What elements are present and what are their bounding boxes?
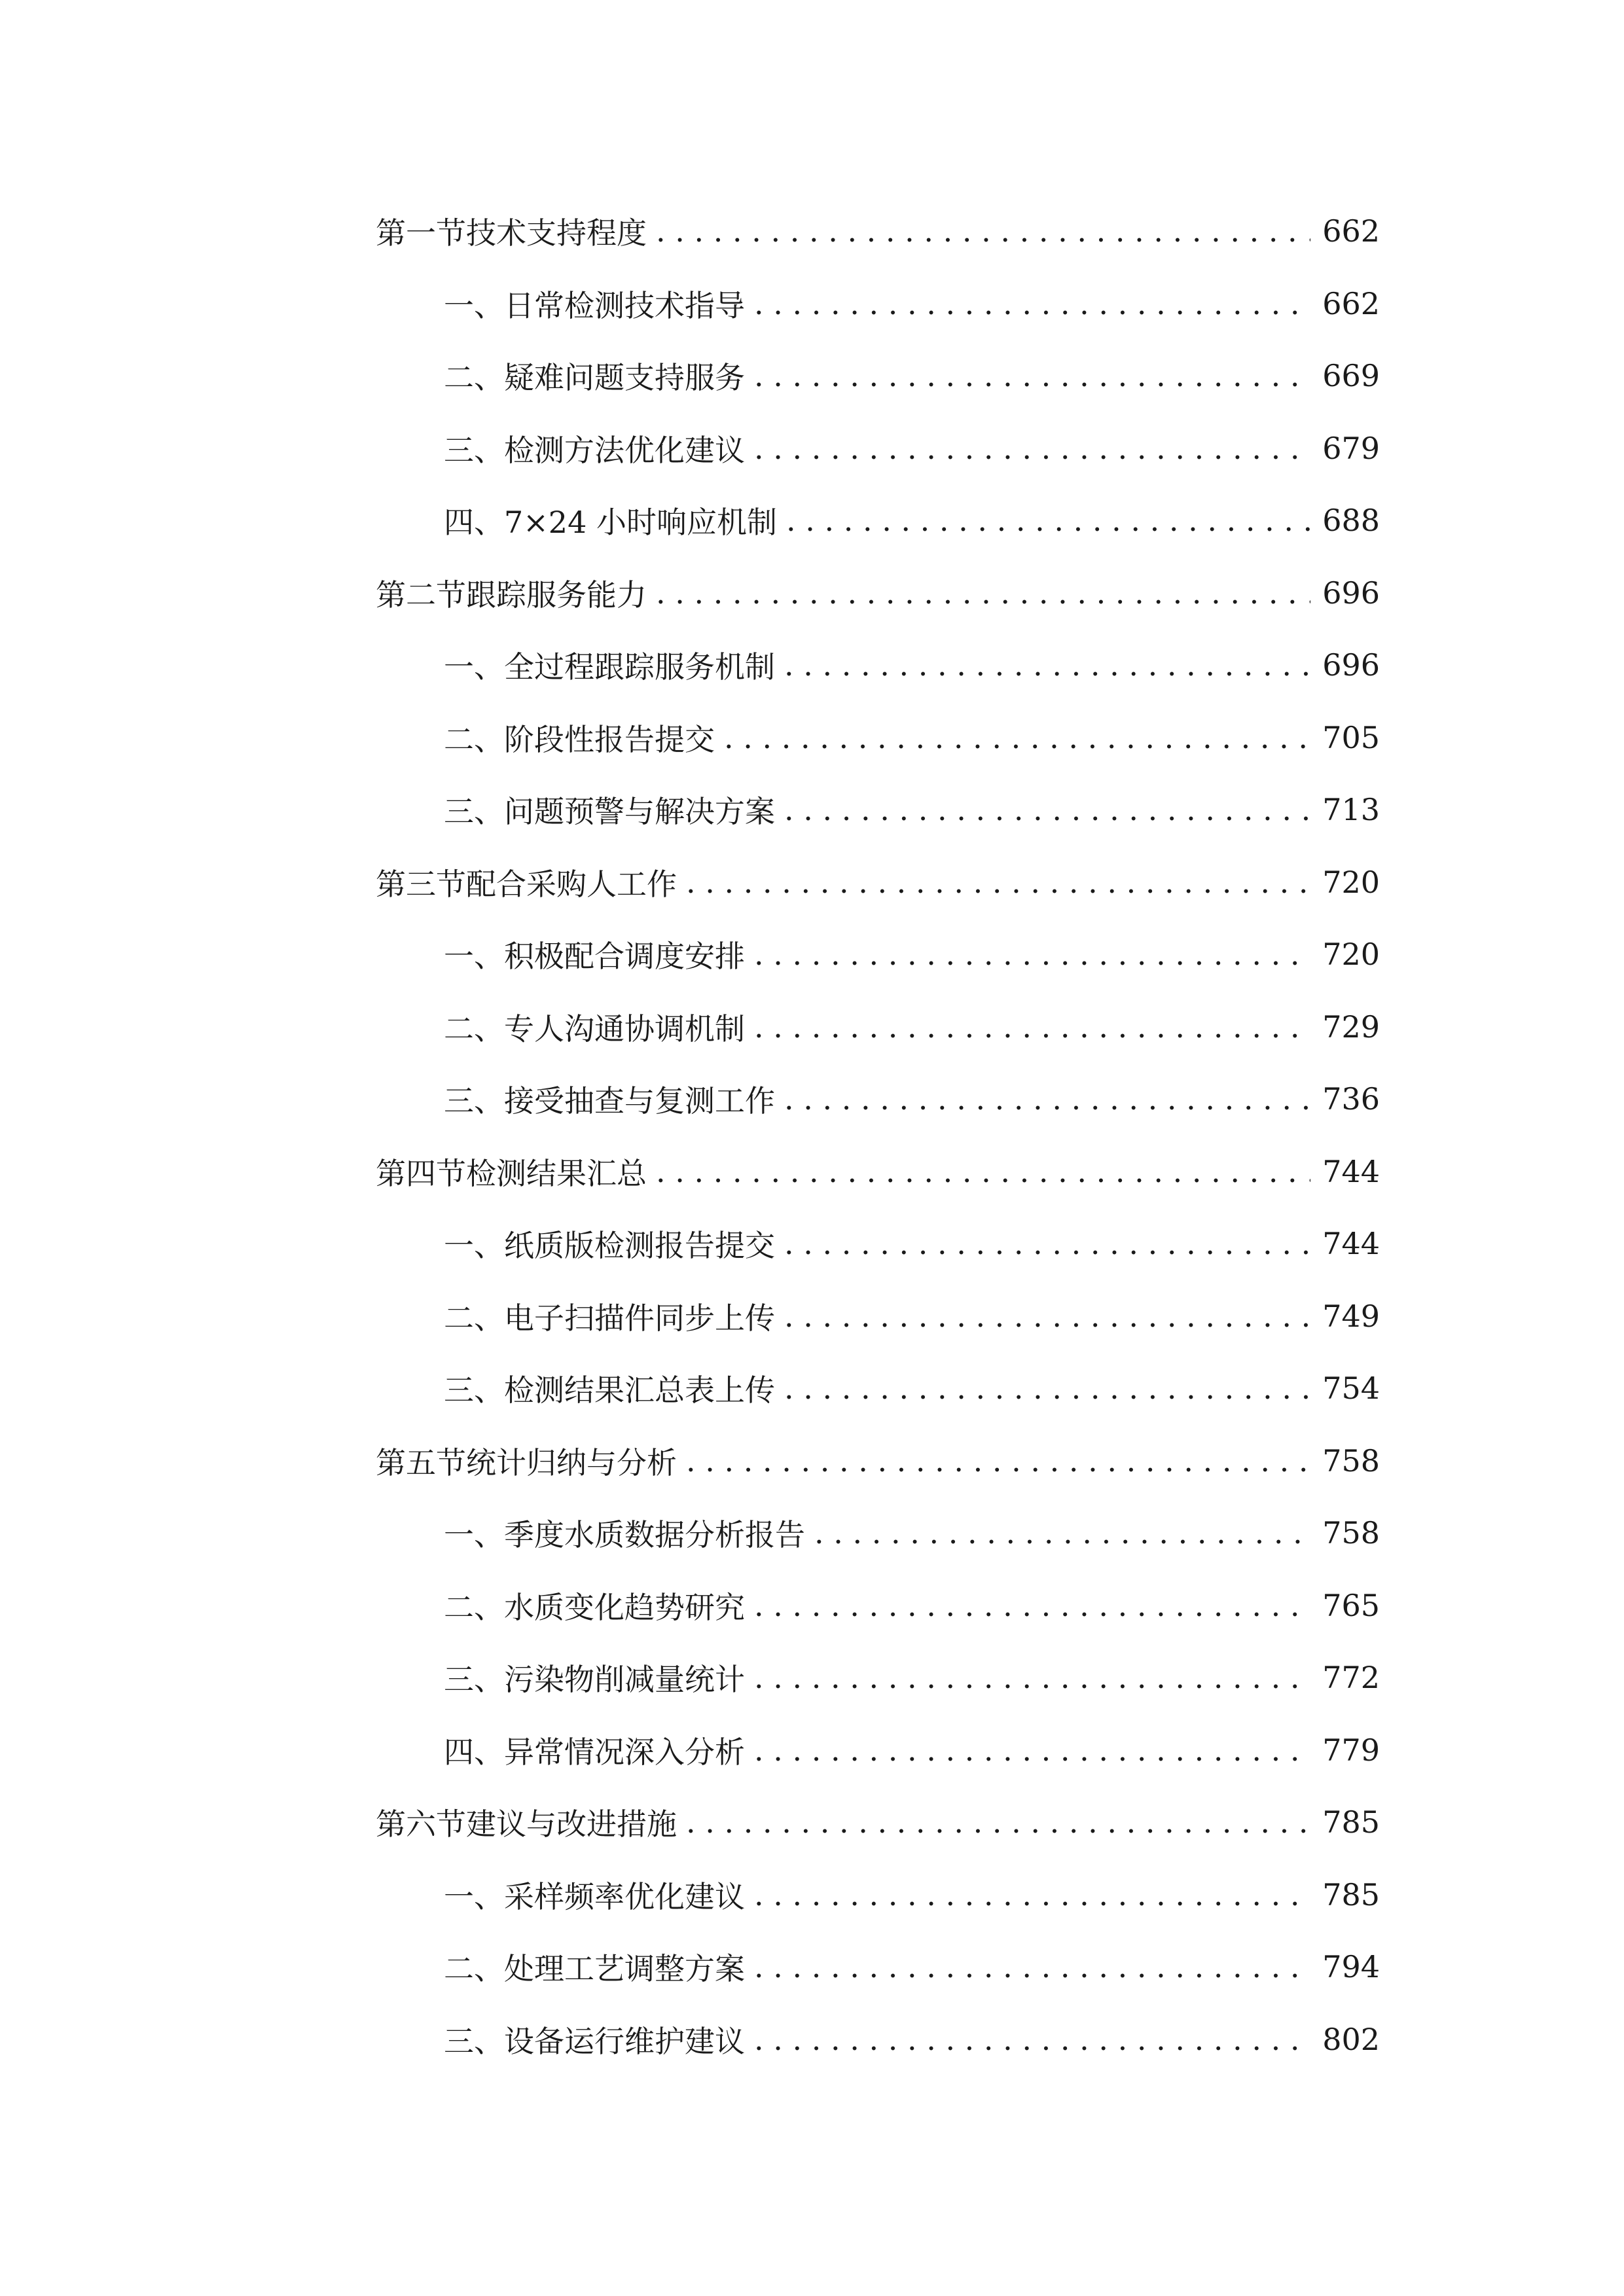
- toc-subsection-row[interactable]: [444, 918, 1380, 990]
- dot-leader: [784, 1299, 1310, 1334]
- toc-section-row[interactable]: [376, 557, 1380, 629]
- toc-subsection-row[interactable]: [444, 268, 1380, 340]
- toc-subsection-row[interactable]: [444, 991, 1380, 1063]
- toc-entry-title: 全过程跟踪服务机制: [504, 649, 775, 685]
- toc-subsection-row[interactable]: [444, 702, 1380, 774]
- dot-leader: [754, 937, 1310, 972]
- toc-entry-number: 三、: [444, 1372, 504, 1408]
- toc-subsection-row[interactable]: [444, 2003, 1380, 2075]
- toc-entry-number: 二、: [444, 1589, 504, 1625]
- toc-entry-title: 电子扫描件同步上传: [504, 1300, 775, 1336]
- toc-subsection-row[interactable]: [444, 1570, 1380, 1641]
- toc-page-number: 662: [1322, 285, 1380, 321]
- dot-leader: [754, 358, 1310, 393]
- toc-entry-number: 第五节: [376, 1444, 466, 1480]
- toc-entry-number: 二、: [444, 1011, 504, 1047]
- toc-entry-title: 季度水质数据分析报告: [504, 1517, 805, 1552]
- toc-page-number: 696: [1322, 647, 1380, 683]
- dot-leader: [754, 2022, 1310, 2057]
- toc-entry-title: 建议与改进措施: [466, 1806, 677, 1842]
- toc-subsection-row[interactable]: [444, 629, 1380, 701]
- toc-entry-number: 三、: [444, 794, 504, 829]
- toc-page-number: 754: [1322, 1371, 1380, 1406]
- toc-subsection-row[interactable]: [444, 340, 1380, 412]
- toc-entry-title: 技术支持程度: [466, 215, 647, 251]
- toc-entry-title: 处理工艺调整方案: [504, 1951, 745, 1986]
- toc-page-number: 802: [1322, 2021, 1380, 2057]
- toc-entry-title: 检测结果汇总: [466, 1155, 647, 1191]
- dot-leader: [754, 1009, 1310, 1045]
- toc-subsection-row[interactable]: [444, 1714, 1380, 1786]
- toc-section-row[interactable]: [376, 1136, 1380, 1208]
- dot-leader: [724, 720, 1310, 755]
- dot-leader: [656, 213, 1310, 249]
- dot-leader: [686, 865, 1310, 900]
- toc-page-number: 794: [1322, 1949, 1380, 1984]
- toc-entry-title: 日常检测技术指导: [504, 287, 745, 323]
- dot-leader: [754, 286, 1310, 321]
- toc-subsection-row[interactable]: [444, 1352, 1380, 1424]
- toc-page-number: 688: [1322, 503, 1380, 538]
- toc-entry-title: 统计归纳与分析: [466, 1444, 677, 1480]
- toc-entry-number: 二、: [444, 721, 504, 757]
- dot-leader: [754, 1732, 1310, 1768]
- toc-entry-number: 三、: [444, 1662, 504, 1697]
- toc-entry-number: 一、: [444, 1517, 504, 1552]
- dot-leader: [784, 1371, 1310, 1406]
- toc-page-number: 758: [1322, 1515, 1380, 1551]
- toc-entry-title: 问题预警与解决方案: [504, 794, 775, 829]
- toc-entry-title: 检测结果汇总表上传: [504, 1372, 775, 1408]
- toc-entry-title: 疑难问题支持服务: [504, 360, 745, 395]
- toc-entry-title: 检测方法优化建议: [504, 432, 745, 468]
- toc-subsection-row[interactable]: [444, 1280, 1380, 1352]
- toc-subsection-row[interactable]: [444, 1641, 1380, 1713]
- toc-entry-number: 三、: [444, 1083, 504, 1119]
- toc-page-number: 785: [1322, 1876, 1380, 1912]
- toc-page-number: 696: [1322, 575, 1380, 611]
- toc-entry-title: 水质变化趋势研究: [504, 1589, 745, 1625]
- toc-page-number: 713: [1322, 792, 1380, 827]
- toc-entry-number: 第六节: [376, 1806, 466, 1842]
- toc-entry-number: 二、: [444, 1300, 504, 1336]
- toc-subsection-row[interactable]: [444, 774, 1380, 846]
- toc-entry-number: 四、: [444, 1734, 504, 1770]
- dot-leader: [686, 1443, 1310, 1479]
- toc-subsection-row[interactable]: [444, 1931, 1380, 2003]
- toc-subsection-row[interactable]: [444, 1859, 1380, 1931]
- toc-section-row[interactable]: [376, 1786, 1380, 1858]
- toc-page-number: 779: [1322, 1732, 1380, 1768]
- toc-entry-number: 一、: [444, 1878, 504, 1914]
- toc-page-number: 679: [1322, 430, 1380, 466]
- dot-leader: [754, 1877, 1310, 1912]
- dot-leader: [656, 575, 1310, 611]
- toc-entry-number: 第一节: [376, 215, 466, 251]
- dot-leader: [656, 1154, 1310, 1189]
- toc-page-number: 744: [1322, 1153, 1380, 1189]
- toc-entry-title: 7×24 小时响应机制: [504, 505, 777, 540]
- toc-entry-number: 第二节: [376, 577, 466, 613]
- toc-page-number: 662: [1322, 213, 1380, 249]
- toc-entry-number: 二、: [444, 1951, 504, 1986]
- toc-entry-title: 采样频率优化建议: [504, 1878, 745, 1914]
- toc-page-number: 720: [1322, 937, 1380, 972]
- toc-entry-title: 污染物削减量统计: [504, 1662, 745, 1697]
- toc-page-number: 705: [1322, 719, 1380, 755]
- dot-leader: [814, 1515, 1310, 1551]
- toc-entry-title: 积极配合调度安排: [504, 939, 745, 974]
- toc-entry-number: 第四节: [376, 1155, 466, 1191]
- toc-page-number: 772: [1322, 1660, 1380, 1695]
- toc-entry-number: 四、: [444, 505, 504, 540]
- toc-entry-title: 设备运行维护建议: [504, 2023, 745, 2059]
- toc-entry-number: 二、: [444, 360, 504, 395]
- toc-entry-number: 一、: [444, 1228, 504, 1263]
- dot-leader: [754, 431, 1310, 466]
- toc-subsection-row[interactable]: [444, 1208, 1380, 1280]
- toc-entry-number: 一、: [444, 287, 504, 323]
- toc-page-number: 669: [1322, 358, 1380, 393]
- dot-leader: [686, 1804, 1310, 1840]
- toc-entry-number: 一、: [444, 939, 504, 974]
- toc-entry-number: 第三节: [376, 866, 466, 902]
- toc-entry-title: 专人沟通协调机制: [504, 1011, 745, 1047]
- toc-page-number: 720: [1322, 864, 1380, 900]
- dot-leader: [784, 1081, 1310, 1117]
- toc-entry-title: 接受抽查与复测工作: [504, 1083, 775, 1119]
- toc-entry-title: 跟踪服务能力: [466, 577, 647, 613]
- dot-leader: [754, 1660, 1310, 1695]
- toc-entry-number: 三、: [444, 2023, 504, 2059]
- toc-entry-title: 阶段性报告提交: [504, 721, 715, 757]
- toc-subsection-row[interactable]: [444, 412, 1380, 484]
- toc-subsection-row[interactable]: [444, 1497, 1380, 1569]
- toc-subsection-row[interactable]: [444, 484, 1380, 556]
- toc-section-row[interactable]: [376, 195, 1380, 267]
- dot-leader: [784, 1226, 1310, 1261]
- toc-page-number: 744: [1322, 1226, 1380, 1261]
- toc-section-row[interactable]: [376, 1425, 1380, 1497]
- toc-page-number: 785: [1322, 1804, 1380, 1840]
- dot-leader: [754, 1949, 1310, 1984]
- dot-leader: [786, 503, 1310, 538]
- toc-page-number: 736: [1322, 1081, 1380, 1117]
- toc-page-number: 765: [1322, 1587, 1380, 1623]
- toc-section-row[interactable]: [376, 846, 1380, 918]
- toc-page-number: 758: [1322, 1443, 1380, 1479]
- dot-leader: [784, 647, 1310, 683]
- dot-leader: [754, 1588, 1310, 1623]
- toc-page-number: 749: [1322, 1298, 1380, 1334]
- toc-entry-title: 纸质版检测报告提交: [504, 1228, 775, 1263]
- dot-leader: [784, 792, 1310, 827]
- toc-entry-number: 一、: [444, 649, 504, 685]
- toc-entry-number: 三、: [444, 432, 504, 468]
- toc-entry-title: 异常情况深入分析: [504, 1734, 745, 1770]
- toc-entry-title: 配合采购人工作: [466, 866, 677, 902]
- toc-page-number: 729: [1322, 1009, 1380, 1045]
- toc-subsection-row[interactable]: [444, 1063, 1380, 1135]
